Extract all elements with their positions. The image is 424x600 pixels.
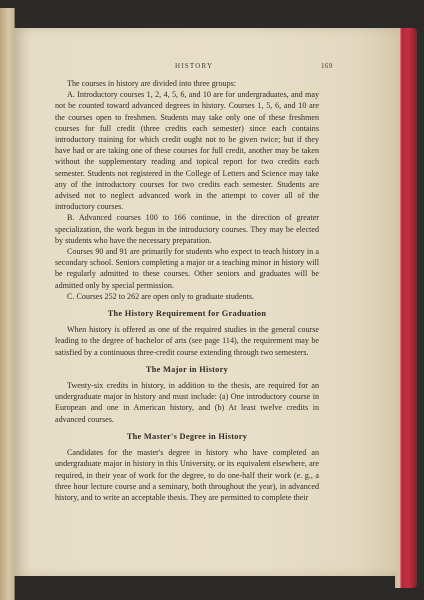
paragraph-a: A. Introductory courses 1, 2, 4, 5, 6, and 10 are for undergraduates, and may not be counted toward advanced degrees in history. Courses 1, 5, 6, and 10 are the courses open to freshmen. Students may take only one of these freshmen courses for full credit (three credits each semester) since each contains introductory training for which credit ought not to be given twice; but if they have had or are taking one of these courses for full credit, another may be taken without the supplementary reading and topical report for two credits each semester. Students not registered in the College of Letters and Science may take any of the introductory courses for two credits each semester. Students are advised not to neglect advanced work in the attempt to cover all of the introductory courses.: [55, 90, 319, 212]
heading-graduation-requirement: The History Requirement for Graduation: [107, 309, 267, 319]
heading-masters-degree: The Master's Degree in History: [126, 431, 248, 441]
paragraph-masters-degree: Candidates for the master's degree in history who have completed an undergraduate major in history in this University, or its equivalent elsewhere, are required, in their year of work for the degree, to do one-half their work (e. g., a three hour lecture course and a seminary, both throughout the year), in advanced history, and to write an acceptable thesis. They are permitted to complete their: [55, 448, 319, 502]
paragraph-courses-90-91: Courses 90 and 91 are primarily for students who expect to teach history in a secondary school. Seniors completing a major or a teaching minor in history will be regularly admitted to these courses. Other seniors and graduates will be admitted only by special permission.: [55, 247, 319, 290]
page-header: [14, 62, 398, 74]
paragraph-graduation-requirement: When history is offered as one of the required studies in the general course leading to the degree of bachelor of arts (see page 114), the requirement may be satisfied by a continuous three-credit course extending through two semesters.: [55, 325, 319, 357]
left-page-edge: [0, 8, 15, 600]
intro-paragraph: The courses in history are divided into three groups:: [67, 79, 237, 88]
paragraph-b: B. Advanced courses 100 to 166 continue, in the direction of greater specialization, the work begun in the introductory courses. They may be elected by students who have the necessary preparation.: [55, 213, 319, 245]
page-number: 169: [321, 62, 333, 70]
page-body: [55, 78, 319, 503]
paragraph-major: Twenty-six credits in history, in addition to the thesis, are required for an undergraduate major in history and must include: (a) One introductory course in European and one in American history, and (b) At least twelve credits in advanced courses.: [55, 381, 319, 424]
heading-major: The Major in History: [145, 364, 229, 374]
book-cover-edge: [395, 28, 417, 588]
running-head: HISTORY: [175, 62, 214, 70]
paragraph-c: C. Courses 252 to 262 are open only to graduate students.: [67, 291, 255, 301]
